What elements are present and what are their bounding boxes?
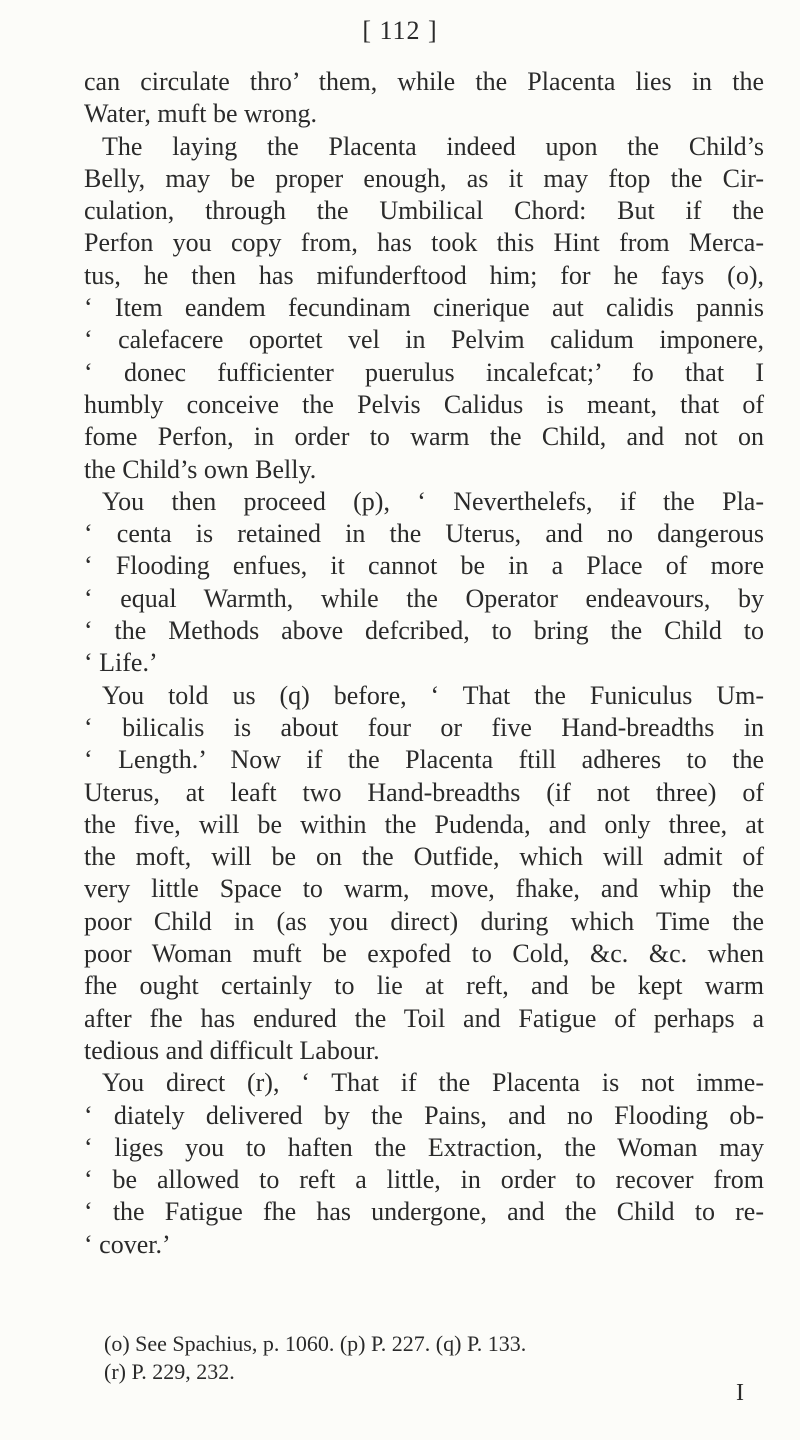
- text-line: after fhe has endured the Toil and Fatigue of perhaps a: [84, 1003, 764, 1033]
- text-line: Water, muft be wrong.: [84, 99, 317, 129]
- text-line: poor Woman muft be expofed to Cold, &c. &c. when: [84, 939, 764, 969]
- text-line: tedious and difficult Labour.: [84, 1035, 380, 1065]
- text-line: culation, through the Umbilical Chord: But if the: [84, 196, 764, 226]
- footnote-line: (o) See Spachius, p. 1060. (p) P. 227. (q) P. 133.: [104, 1331, 527, 1356]
- text-line: ‘ the Fatigue fhe has undergone, and the Child to re-: [84, 1197, 764, 1227]
- text-line: ‘ Item eandem fecundinam cinerique aut calidis pannis: [84, 293, 764, 323]
- text-line: ‘ Length.’ Now if the Placenta ftill adheres to the: [84, 745, 764, 775]
- footnote-line: (r) P. 229, 232.: [104, 1359, 235, 1384]
- text-line: very little Space to warm, move, fhake, and whip the: [84, 874, 764, 904]
- text-line: Perfon you copy from, has took this Hint from Merca-: [84, 228, 764, 258]
- text-line: ‘ Life.’: [84, 648, 158, 678]
- text-line: Uterus, at leaft two Hand-breadths (if not three) of: [84, 777, 764, 807]
- text-line: humbly conceive the Pelvis Calidus is meant, that of: [84, 389, 764, 419]
- signature-mark: I: [736, 1380, 744, 1406]
- text-line: the moft, will be on the Outfide, which will admit of: [84, 842, 764, 872]
- text-line: ‘ cover.’: [84, 1229, 171, 1259]
- text-line: poor Child in (as you direct) during which Time the: [84, 906, 764, 936]
- text-line: ‘ equal Warmth, while the Operator endeavours, by: [84, 583, 764, 613]
- text-line: tus, he then has mifunderftood him; for he fays (o),: [84, 260, 764, 290]
- text-line: ‘ be allowed to reft a little, in order to recover from: [84, 1165, 764, 1195]
- body-text: [84, 66, 764, 1261]
- text-line: You then proceed (p), ‘ Neverthelefs, if the Pla-: [102, 486, 764, 516]
- footnotes: [104, 1330, 764, 1386]
- text-line: fhe ought certainly to lie at reft, and be kept warm: [84, 971, 764, 1001]
- text-line: ‘ the Methods above defcribed, to bring the Child to: [84, 616, 764, 646]
- text-line: the Child’s own Belly.: [84, 454, 317, 484]
- text-line: ‘ calefacere oportet vel in Pelvim calidum imponere,: [84, 325, 764, 355]
- text-line: ‘ Flooding enfues, it cannot be in a Place of more: [84, 551, 764, 581]
- text-line: the five, will be within the Pudenda, and only three, at: [84, 809, 764, 839]
- text-line: ‘ bilicalis is about four or five Hand-breadths in: [84, 712, 764, 742]
- text-line: The laying the Placenta indeed upon the Child’s: [102, 131, 764, 161]
- page-number: [ 112 ]: [362, 16, 438, 45]
- text-line: You told us (q) before, ‘ That the Funiculus Um-: [102, 680, 764, 710]
- text-line: ‘ donec fufficienter puerulus incalefcat;’ fo that I: [84, 357, 764, 387]
- text-line: ‘ liges you to haften the Extraction, the Woman may: [84, 1132, 764, 1162]
- text-line: ‘ centa is retained in the Uterus, and no dangerous: [84, 519, 764, 549]
- text-line: Belly, may be proper enough, as it may ftop the Cir-: [84, 163, 764, 193]
- text-line: ‘ diately delivered by the Pains, and no Flooding ob-: [84, 1100, 764, 1130]
- text-line: fome Perfon, in order to warm the Child, and not on: [84, 422, 764, 452]
- text-line: can circulate thro’ them, while the Placenta lies in the: [84, 67, 764, 96]
- text-line: You direct (r), ‘ That if the Placenta is not imme-: [102, 1068, 764, 1098]
